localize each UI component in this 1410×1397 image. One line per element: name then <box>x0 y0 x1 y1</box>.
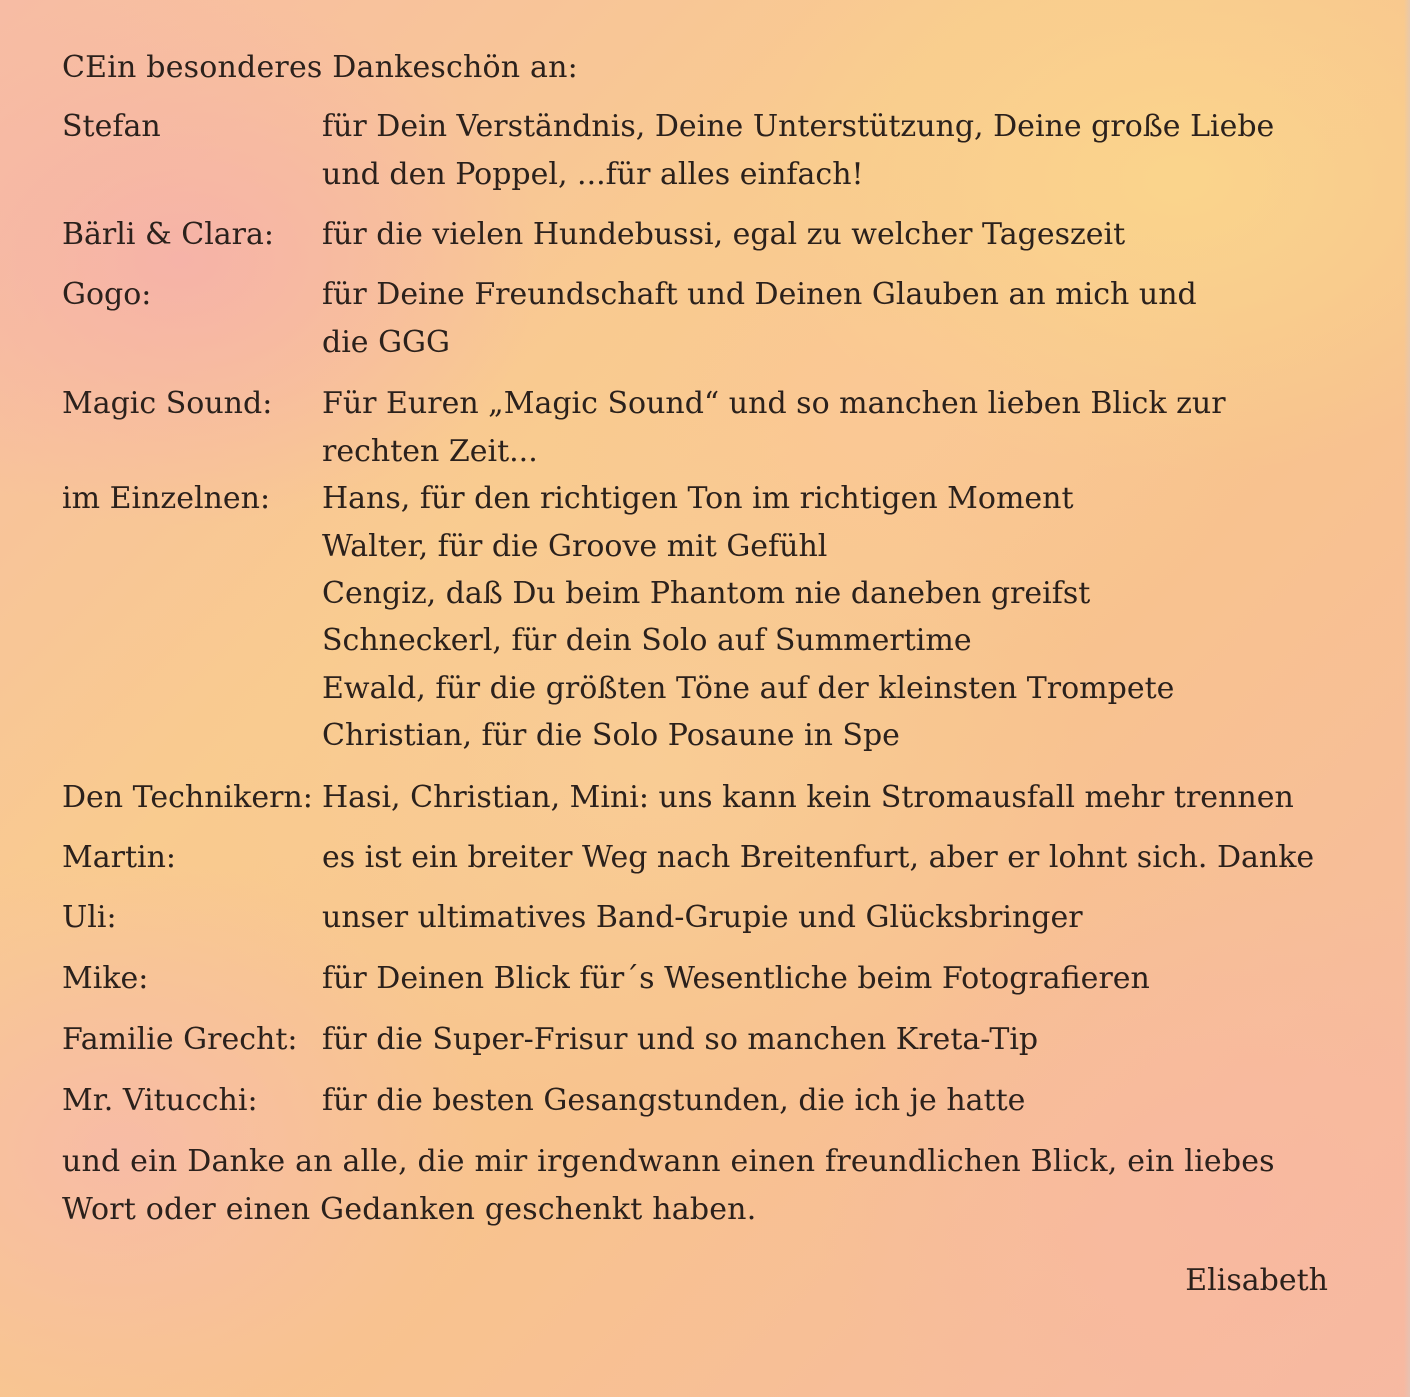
entry-label-uli: Uli: <box>62 900 117 935</box>
entry-text-uli-1: unser ultimatives Band-Grupie und Glücksbringer <box>322 900 1083 935</box>
entry-text-gogo-1: für Deine Freundschaft und Deinen Glauben an mich und <box>322 277 1197 312</box>
entry-text-baerli-clara-1: für die vielen Hundebussi, egal zu welcher Tageszeit <box>322 217 1126 252</box>
entry-text-mike-1: für Deinen Blick für´s Wesentliche beim Fotografieren <box>322 961 1150 996</box>
entry-text-familie-grecht-1: für die Super-Frisur und so manchen Kreta-Tip <box>322 1022 1039 1057</box>
entry-text-im-einzelnen-6: Christian, für die Solo Posaune in Spe <box>322 718 900 753</box>
page-edge <box>1404 0 1410 1397</box>
entry-text-im-einzelnen-3: Cengiz, daß Du beim Phantom nie daneben greifst <box>322 576 1091 611</box>
entry-label-gogo: Gogo: <box>62 277 152 312</box>
heading: CEin besonderes Dankeschön an: <box>62 50 578 85</box>
entry-label-im-einzelnen: im Einzelnen: <box>62 481 271 516</box>
entry-label-den-technikern: Den Technikern: <box>62 780 313 815</box>
entry-text-mr-vitucchi-1: für die besten Gesangstunden, die ich je hatte <box>322 1083 1026 1118</box>
entry-label-martin: Martin: <box>62 840 177 875</box>
closing-line-1: und ein Danke an alle, die mir irgendwann einen freundlichen Blick, ein liebes <box>62 1144 1275 1179</box>
entry-label-mike: Mike: <box>62 961 149 996</box>
entry-text-den-technikern-1: Hasi, Christian, Mini: uns kann kein Stromausfall mehr trennen <box>322 780 1294 815</box>
entry-label-familie-grecht: Familie Grecht: <box>62 1022 298 1057</box>
entry-text-gogo-2: die GGG <box>322 325 450 360</box>
entry-text-im-einzelnen-4: Schneckerl, für dein Solo auf Summertime <box>322 623 972 658</box>
entry-text-im-einzelnen-5: Ewald, für die größten Töne auf der kleinsten Trompete <box>322 671 1175 706</box>
entry-text-magic-sound-2: rechten Zeit... <box>322 434 538 469</box>
entry-text-martin-1: es ist ein breiter Weg nach Breitenfurt, aber er lohnt sich. Danke <box>322 840 1315 875</box>
entry-label-magic-sound: Magic Sound: <box>62 386 273 421</box>
entry-text-stefan-1: für Dein Verständnis, Deine Unterstützung, Deine große Liebe <box>322 109 1275 144</box>
entry-label-mr-vitucchi: Mr. Vitucchi: <box>62 1083 258 1118</box>
entry-text-im-einzelnen-1: Hans, für den richtigen Ton im richtigen Moment <box>322 481 1074 516</box>
closing-line-2: Wort oder einen Gedanken geschenkt haben. <box>62 1192 757 1227</box>
entry-text-im-einzelnen-2: Walter, für die Groove mit Gefühl <box>322 529 828 564</box>
entry-label-stefan: Stefan <box>62 109 161 144</box>
entry-label-baerli-clara: Bärli & Clara: <box>62 217 275 252</box>
signature: Elisabeth <box>1185 1263 1328 1298</box>
entry-text-magic-sound-1: Für Euren „Magic Sound“ und so manchen lieben Blick zur <box>322 386 1226 421</box>
entry-text-stefan-2: und den Poppel, ...für alles einfach! <box>322 157 864 192</box>
